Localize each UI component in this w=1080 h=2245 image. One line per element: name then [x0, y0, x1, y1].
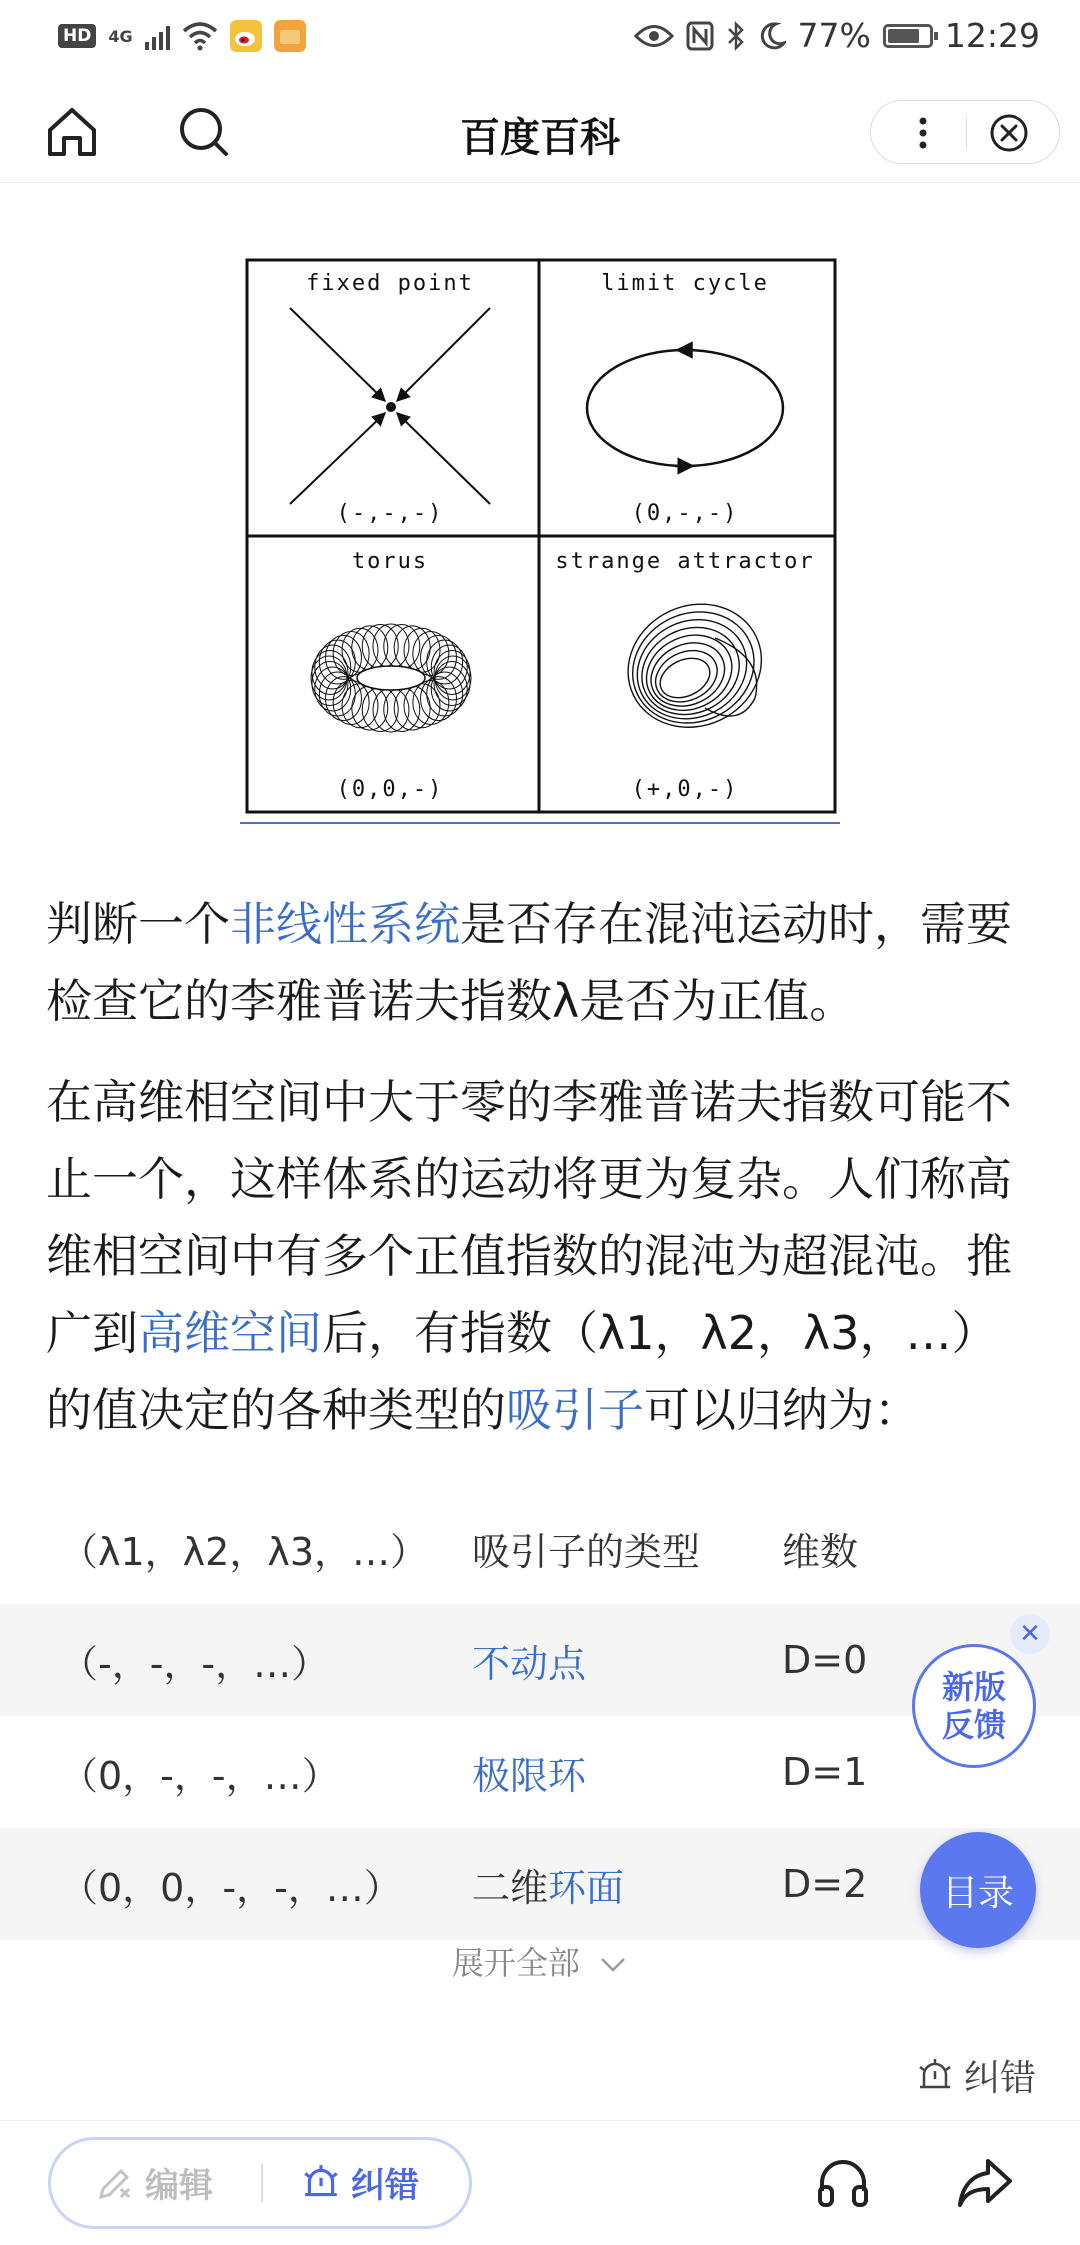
link-high-dim-space[interactable]: 高维空间	[138, 1306, 322, 1360]
network-type: 4G	[108, 26, 133, 46]
report-label: 纠错	[963, 2058, 1036, 2099]
report-error-link[interactable]	[916, 2050, 1036, 2101]
pill-divider	[261, 2164, 263, 2202]
battery-icon	[883, 24, 933, 48]
notification-app-icon	[274, 20, 306, 52]
more-icon[interactable]	[903, 113, 943, 153]
edit-correct-pill	[48, 2137, 472, 2229]
feedback-close-button[interactable]	[1010, 1614, 1050, 1654]
close-icon[interactable]	[989, 113, 1029, 153]
close-small-icon: ✕	[1019, 1619, 1041, 1649]
torus-title: torus	[351, 549, 429, 574]
wifi-icon	[182, 21, 218, 51]
limit-cycle-exponents: (0,-,-)	[631, 501, 739, 526]
table-cell-type	[472, 1633, 586, 1688]
limit-cycle-title: limit cycle	[601, 271, 769, 296]
paragraph-2	[46, 1064, 1036, 1449]
table-cell-dimension: D=2	[782, 1862, 868, 1906]
table-header-row	[0, 1492, 1080, 1604]
moon-icon	[758, 21, 786, 51]
eye-icon	[634, 23, 674, 49]
link-torus[interactable]: 环面	[548, 1865, 625, 1910]
top-nav	[0, 80, 1080, 183]
battery-fill	[888, 29, 919, 43]
feedback-line-2: 反馈	[941, 1706, 1006, 1744]
headphones-icon[interactable]	[812, 2151, 874, 2213]
bottom-toolbar	[0, 2120, 1080, 2245]
new-feedback-label	[942, 1668, 1006, 1744]
chevron-down-icon	[598, 1955, 628, 1975]
attractor-figure[interactable]	[245, 258, 837, 814]
paragraph-1	[46, 886, 1036, 1040]
figure-underline	[240, 822, 840, 824]
paragraph-2-text-c: 可以归纳为：	[644, 1383, 920, 1437]
table-cell-dimension: D=0	[782, 1638, 868, 1682]
share-icon[interactable]	[954, 2151, 1016, 2213]
pencil-icon	[95, 2163, 135, 2203]
strange-attractor-title: strange attractor	[555, 549, 815, 574]
weibo-app-icon	[230, 20, 262, 52]
link-nonlinear-system[interactable]: 非线性系统	[230, 897, 460, 951]
table-row	[0, 1828, 1080, 1940]
table-cell-dimension: D=1	[782, 1750, 868, 1794]
miniapp-capsule	[870, 100, 1060, 164]
paragraph-1-text-a: 判断一个	[46, 897, 230, 951]
correct-button[interactable]	[301, 2158, 419, 2207]
table-header-type: 吸引子的类型	[472, 1529, 701, 1574]
table-cell-exponents: （-，-，-，…）	[60, 1641, 330, 1686]
correct-label: 纠错	[351, 2166, 419, 2206]
table-cell-exponents: （0，0，-，-，…）	[60, 1865, 402, 1910]
status-bar	[0, 0, 1080, 80]
fixed-point-exponents: (-,-,-)	[336, 501, 444, 526]
edit-label: 编辑	[145, 2166, 213, 2206]
expand-all-button[interactable]	[0, 1938, 1080, 1984]
torus-exponents: (0,0,-)	[336, 777, 444, 802]
fixed-point-title: fixed point	[306, 271, 474, 296]
paragraph-2-text-b: 后，有指数（λ1，λ2，λ3，…）的值决定的各种类型的	[46, 1306, 998, 1437]
table-cell-exponents: （0，-，-，…）	[60, 1753, 340, 1798]
hd-badge: HD	[58, 24, 96, 48]
report-icon	[301, 2163, 341, 2203]
battery-percent: 77%	[797, 16, 871, 55]
edit-button[interactable]	[95, 2158, 213, 2207]
link-limit-cycle[interactable]: 极限环	[472, 1753, 587, 1798]
report-icon	[916, 2057, 954, 2095]
link-attractor[interactable]: 吸引子	[506, 1383, 644, 1437]
table-cell-type	[472, 1745, 586, 1800]
new-feedback-button[interactable]	[912, 1644, 1036, 1768]
strange-attractor-exponents: (+,0,-)	[631, 777, 739, 802]
expand-all-label: 展开全部	[451, 1944, 580, 1982]
link-fixed-point[interactable]: 不动点	[472, 1641, 587, 1686]
table-header-dimension: 维数	[782, 1529, 859, 1574]
table-cell-type-text: 二维	[472, 1865, 549, 1910]
capsule-divider	[966, 117, 967, 149]
table-header-exponents: （λ1，λ2，λ3，…）	[60, 1529, 428, 1574]
paragraph-1-text-b: 是否存在混沌运动时，需要检查它的李雅普诺夫指数λ是否为正值。	[46, 897, 1012, 1028]
signal-icon	[145, 22, 170, 50]
nfc-icon	[686, 21, 714, 51]
paragraph-2-text-a: 在高维相空间中大于零的李雅普诺夫指数可能不止一个，这样体系的运动将更为复杂。人们称高维相空间中有多个正值指数的混沌为超混沌。推广到	[46, 1075, 1012, 1360]
table-cell-type	[472, 1857, 624, 1912]
toc-button[interactable]: 目录	[920, 1832, 1036, 1948]
bluetooth-icon	[726, 20, 746, 52]
page-title: 百度百科	[460, 115, 620, 161]
clock: 12:29	[944, 16, 1040, 55]
feedback-line-1: 新版	[941, 1668, 1006, 1706]
